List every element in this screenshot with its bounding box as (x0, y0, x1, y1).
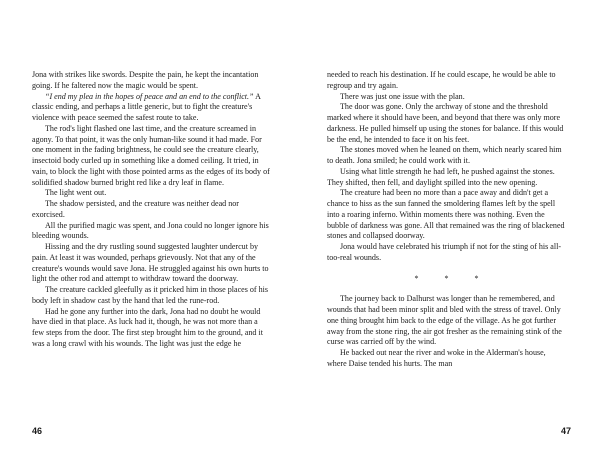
scene-break-asterisk: * (444, 273, 449, 283)
paragraph: Hissing and the dry rustling sound suggested laughter undercut by pain. At least it was wounded, perhaps grievously. Not that any of the creature's wounds would save Jona. He struggled against his own hurts to light the other rod and attempt to withdraw toward the doorway. (32, 242, 269, 284)
paragraph: The light went out. (45, 188, 107, 198)
page-number: 46 (32, 426, 43, 436)
paragraph: The rod's light flashed one last time, and the creature screamed in agony. To that point, it was the only human-like sound it had made. For one moment in the fading brightness, he could see the creature clearly, insectoid body curled up in something like a domed ceiling. It tried, in vain, to block the light with those pointed arms as the edges of its body of solidified shadow burned bright red like a dry leaf in flame. (32, 123, 270, 187)
paragraph: The creature had been no more than a pace away and didn't get a chance to hiss as the sun fanned the smoldering flames left by the spell into a roaring inferno. Within moments there was nothing. Even the bubble of darkness was gone. All that remained was the ring of blackened stones and collapsed doorway. (327, 188, 565, 241)
paragraph: The door was gone. Only the archway of stone and the threshold marked where it should have been, and beyond that there was only more darkness. He pulled himself up using the stones for balance. If this would be the end, he intended to face it on his feet. (327, 102, 564, 144)
left-text-column (32, 70, 271, 350)
scene-break-asterisk: * (474, 273, 479, 283)
paragraph: Jona would have celebrated his triumph if not for the sting of his all-too-real wounds. (327, 242, 562, 262)
quote-italic: “I end my plea in the hopes of peace and an end to the conflict.” (45, 91, 254, 101)
paragraph: The creature cackled gleefully as it pricked him in those places of his body left in shadow cast by the hand that led the rune-rod. (32, 285, 268, 305)
paragraph: The stones moved when he leaned on them, which nearly scared him to death. Jona smiled; he could work with it. (327, 145, 562, 165)
paragraph: Had he gone any further into the dark, Jona had no doubt he would have died in that place. As luck had it, though, he was not more than a few steps from the door. The first step brought him to the ground, and it was a long crawl with his wounds. The light was just the edge he (32, 306, 263, 348)
scene-break (327, 264, 566, 295)
page-number: 47 (561, 426, 572, 436)
scene-break-asterisk: * (414, 273, 419, 283)
paragraph: All the purified magic was spent, and Jona could no longer ignore his bleeding wounds. (32, 220, 269, 241)
right-page (300, 0, 600, 463)
right-text-column (327, 70, 566, 370)
paragraph: He backed out near the river and woke in the Alderman's house, where Daise tended his hurts. The man (327, 348, 546, 368)
paragraph: There was just one issue with the plan. (340, 91, 465, 101)
paragraph: The journey back to Dalhurst was longer than he remembered, and wounds that had been minor split and bled with the stress of travel. Only one thing brought him back to the edge of the village. As he got further away from the stone ring, the air got fresher as the remaining stink of the curse was carried off by the wind. (327, 294, 562, 347)
quote-paragraph (32, 92, 271, 124)
paragraph: The shadow persisted, and the creature was neither dead nor exorcised. (32, 199, 239, 219)
quote-rest: A classic ending, and perhaps a little generic, but to fight the creature's violence with peace seemed the safest route to take. (32, 91, 261, 122)
paragraph: needed to reach his destination. If he could escape, he would be able to regroup and try again. (327, 70, 556, 90)
paragraph: Jona with strikes like swords. Despite the pain, he kept the incantation going. If he faltered now the magic would be spent. (32, 70, 259, 90)
paragraph: Using what little strength he had left, he pushed against the stones. They shifted, then fell, and daylight spilled into the new opening. (327, 166, 555, 187)
